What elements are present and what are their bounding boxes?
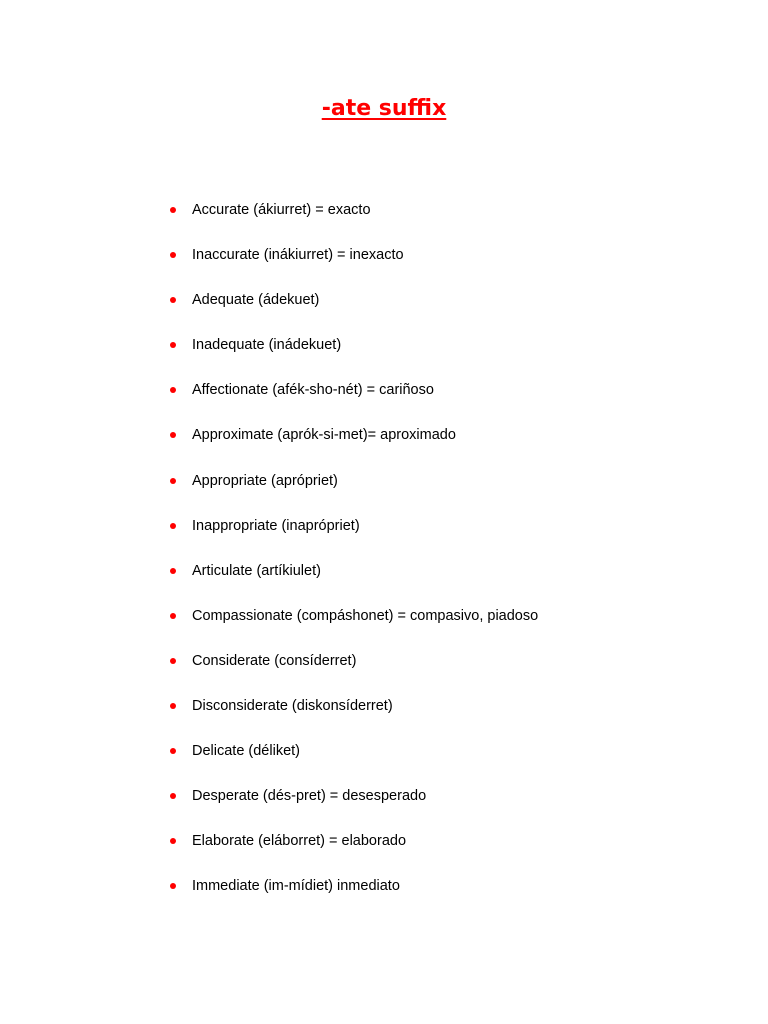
bullet-icon xyxy=(170,748,176,754)
list-item-text: Articulate (artíkiulet) xyxy=(192,562,321,579)
bullet-icon xyxy=(170,387,176,393)
list-item-text: Considerate (consíderret) xyxy=(192,652,357,669)
list-item xyxy=(0,780,768,825)
bullet-icon xyxy=(170,342,176,348)
list-item xyxy=(0,870,768,915)
list-item xyxy=(0,825,768,870)
list-item-text: Inadequate (inádekuet) xyxy=(192,337,342,354)
bullet-icon xyxy=(170,207,176,213)
bullet-icon xyxy=(170,883,176,889)
list-item xyxy=(0,690,768,735)
bullet-icon xyxy=(170,793,176,799)
list-item-text: Appropriate (aprópriet) xyxy=(192,472,338,489)
bullet-icon xyxy=(170,297,176,303)
vocabulary-list xyxy=(0,194,768,916)
bullet-icon xyxy=(170,432,176,438)
list-item-text: Desperate (dés-pret) = desesperado xyxy=(192,788,427,805)
bullet-icon xyxy=(170,568,176,574)
list-item xyxy=(0,419,768,464)
list-item xyxy=(0,329,768,374)
list-item xyxy=(0,645,768,690)
bullet-icon xyxy=(170,838,176,844)
list-item-text: Disconsiderate (diskonsíderret) xyxy=(192,698,393,715)
list-item-text: Compassionate (compáshonet) = compasivo, piadoso xyxy=(192,607,539,624)
bullet-icon xyxy=(170,613,176,619)
list-item-text: Inaccurate (inákiurret) = inexacto xyxy=(192,247,404,264)
list-item-text: Affectionate (afék-sho-nét) = cariñoso xyxy=(192,382,434,399)
list-item xyxy=(0,239,768,284)
list-item-text: Immediate (im-mídiet) inmediato xyxy=(192,878,400,895)
list-item-text: Elaborate (eláborret) = elaborado xyxy=(192,833,407,850)
list-item-text: Adequate (ádekuet) xyxy=(192,292,320,309)
bullet-icon xyxy=(170,478,176,484)
bullet-icon xyxy=(170,658,176,664)
list-item xyxy=(0,194,768,239)
list-item xyxy=(0,284,768,329)
bullet-icon xyxy=(170,703,176,709)
list-item-text: Accurate (ákiurret) = exacto xyxy=(192,202,371,218)
list-item xyxy=(0,465,768,510)
list-item xyxy=(0,555,768,600)
list-item xyxy=(0,510,768,555)
list-item xyxy=(0,735,768,780)
list-item xyxy=(0,600,768,645)
page-title: -ate suffix xyxy=(321,96,447,121)
list-item xyxy=(0,374,768,419)
list-item-text: Delicate (déliket) xyxy=(192,743,300,760)
list-item-text: Inappropriate (inaprópriet) xyxy=(192,517,360,534)
list-item-text: Approximate (aprók-si-met)= aproximado xyxy=(192,427,456,444)
bullet-icon xyxy=(170,523,176,529)
bullet-icon xyxy=(170,252,176,258)
